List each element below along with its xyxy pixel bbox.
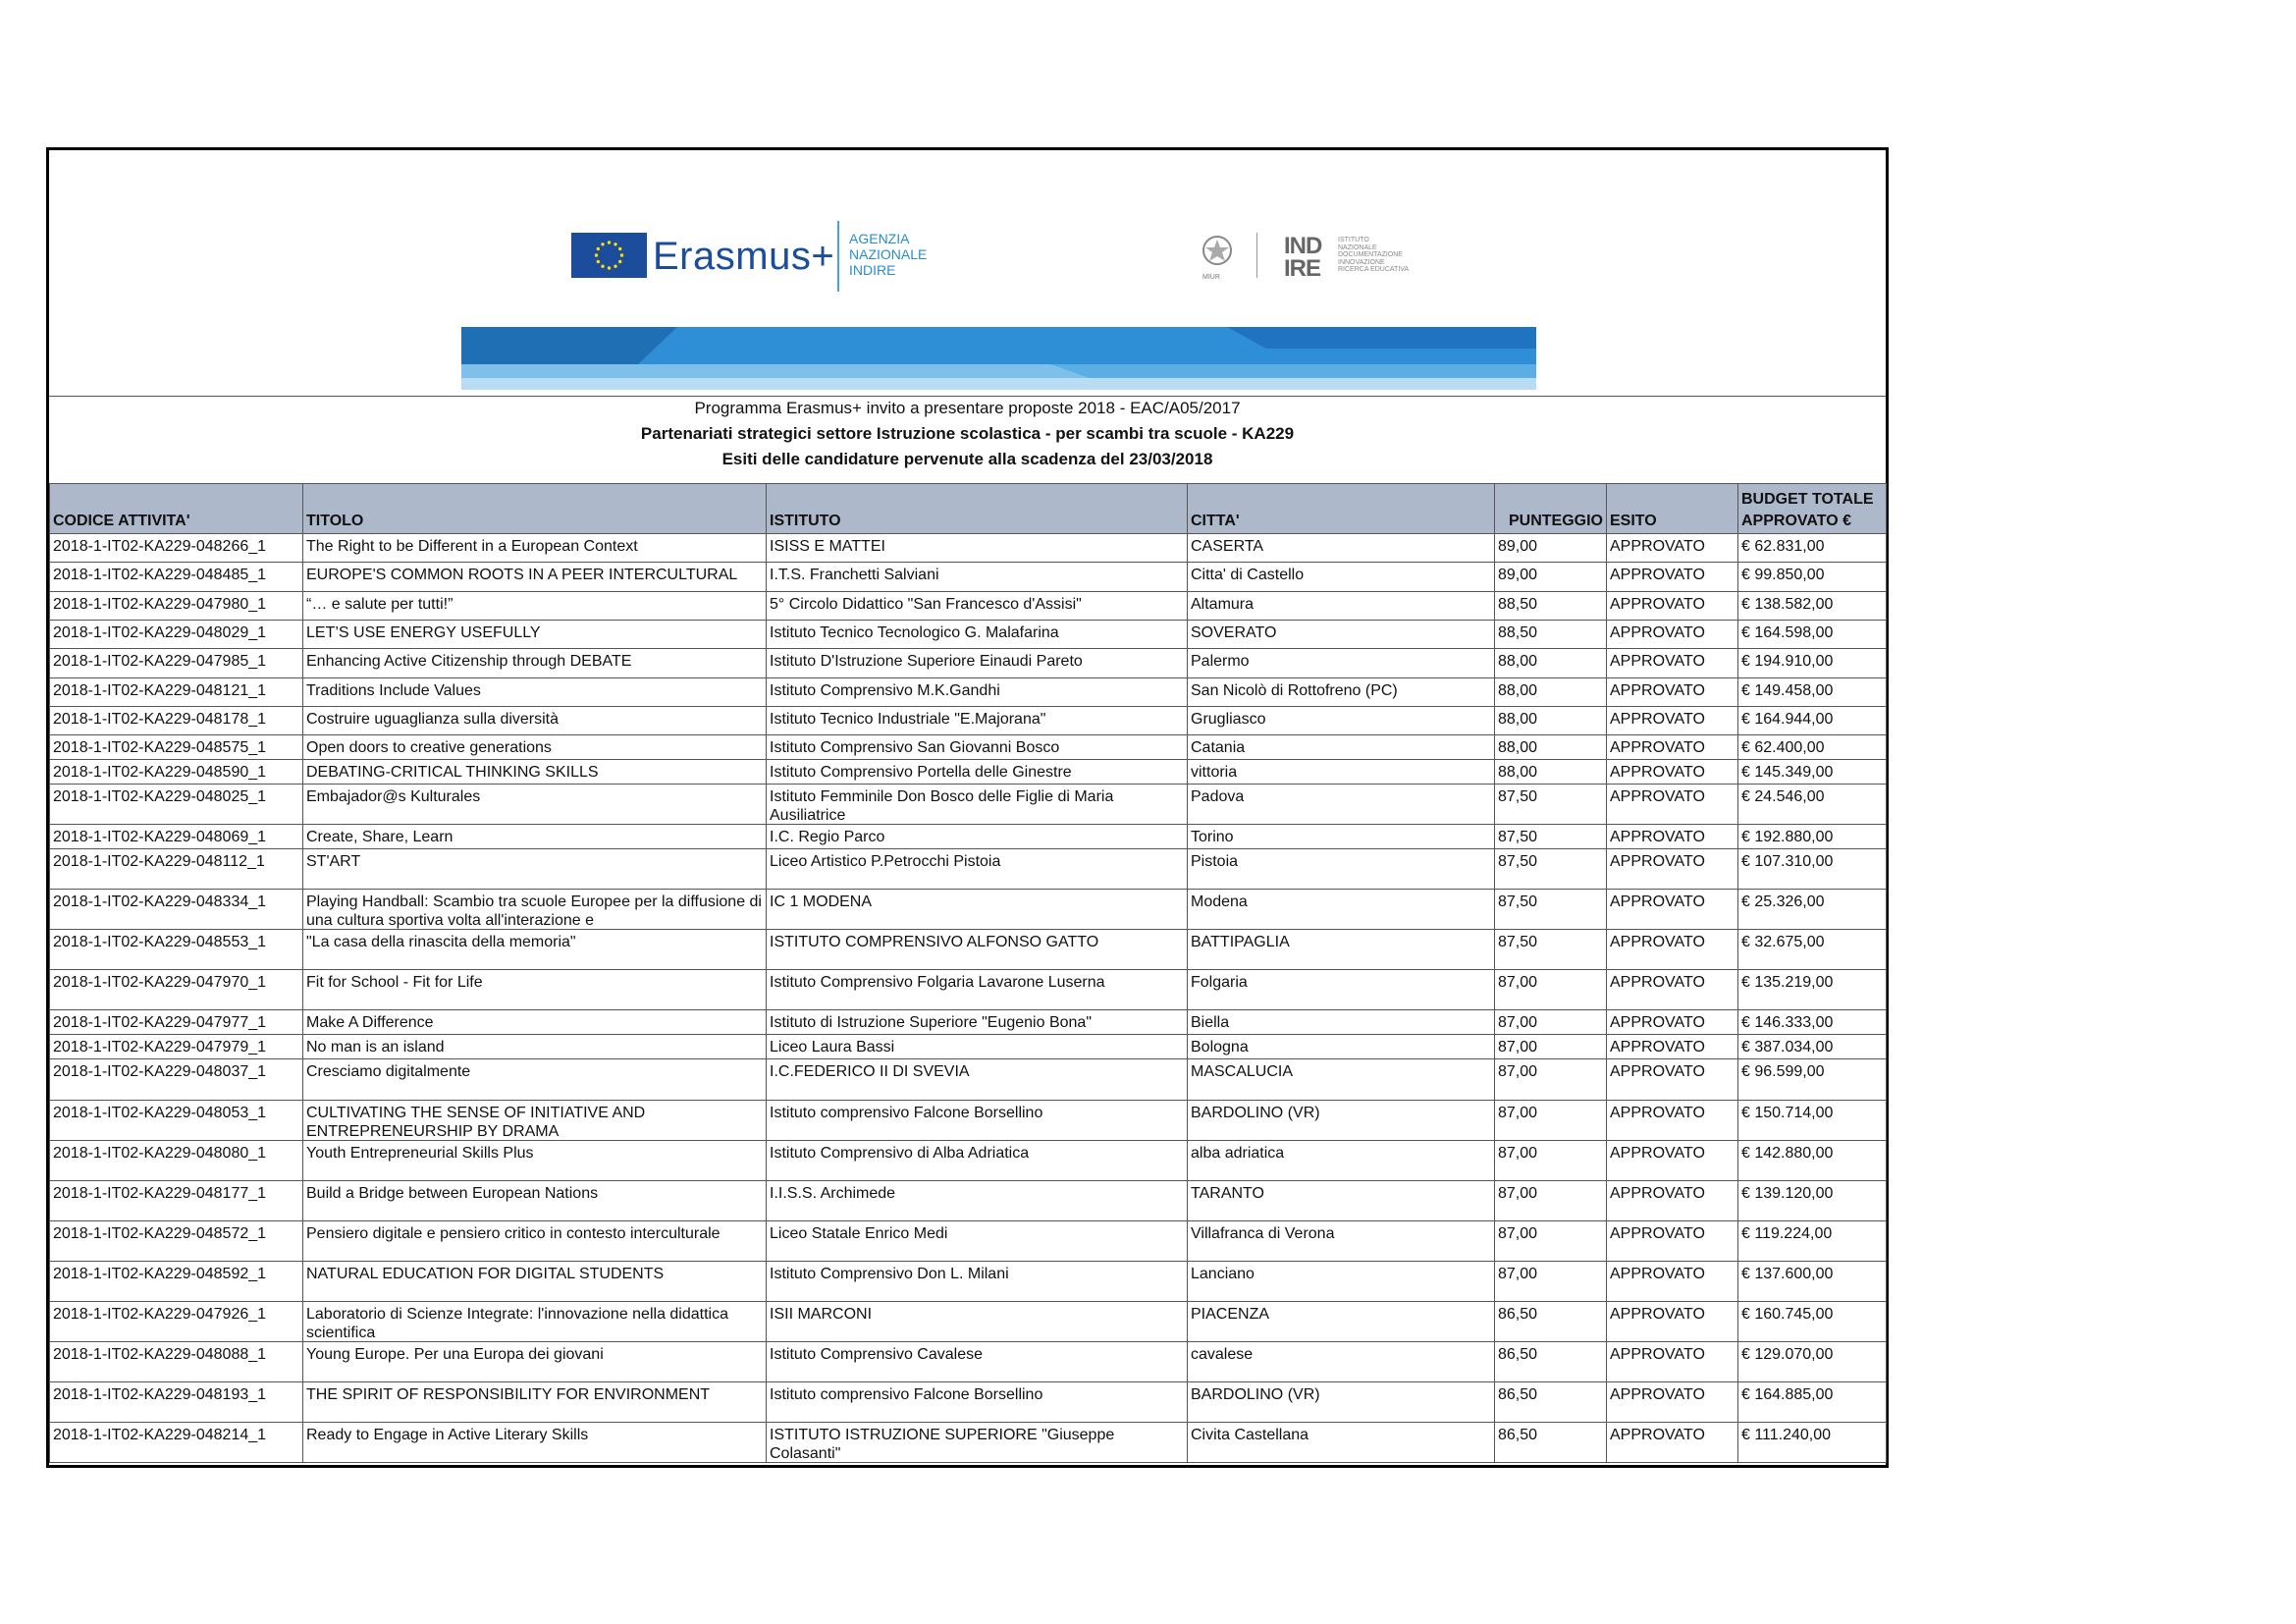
agency-line-2: NAZIONALE xyxy=(849,246,928,262)
title-line-1: Programma Erasmus+ invito a presentare proposte 2018 - EAC/A05/2017 xyxy=(694,399,1241,417)
row-codice: 2018-1-IT02-KA229-047926_1 xyxy=(50,1302,303,1342)
row-esito: APPROVATO xyxy=(1607,1342,1738,1382)
results-sheet xyxy=(46,147,1889,1468)
row-budget: € 111.240,00 xyxy=(1738,1423,1887,1463)
row-punteggio: 86,50 xyxy=(1495,1342,1607,1382)
row-istituto: Istituto D'Istruzione Superiore Einaudi Pareto xyxy=(767,649,1188,678)
row-codice: 2018-1-IT02-KA229-048590_1 xyxy=(50,760,303,785)
table-row xyxy=(50,760,1887,785)
row-punteggio: 88,00 xyxy=(1495,707,1607,735)
indire-sub-line-2: NAZIONALE xyxy=(1338,244,1377,251)
row-esito: APPROVATO xyxy=(1607,890,1738,930)
row-titolo: DEBATING-CRITICAL THINKING SKILLS xyxy=(303,760,767,785)
row-citta: Padova xyxy=(1188,785,1495,825)
row-titolo: Young Europe. Per una Europa dei giovani xyxy=(303,1342,767,1382)
row-punteggio: 87,50 xyxy=(1495,890,1607,930)
row-titolo: Laboratorio di Scienze Integrate: l'innovazione nella didattica scientifica xyxy=(303,1302,767,1342)
header-titolo: TITOLO xyxy=(303,484,767,534)
table-row xyxy=(50,1141,1887,1181)
row-budget: € 146.333,00 xyxy=(1738,1010,1887,1035)
row-titolo: Pensiero digitale e pensiero critico in contesto interculturale xyxy=(303,1221,767,1262)
row-citta: San Nicolò di Rottofreno (PC) xyxy=(1188,678,1495,707)
row-esito: APPROVATO xyxy=(1607,1423,1738,1463)
table-row xyxy=(50,1262,1887,1302)
indire-divider xyxy=(1256,233,1257,278)
row-istituto: Istituto Femminile Don Bosco delle Figlie di Maria Ausiliatrice xyxy=(767,785,1188,825)
agency-line-3: INDIRE xyxy=(849,262,896,278)
row-punteggio: 88,00 xyxy=(1495,649,1607,678)
row-budget: € 25.326,00 xyxy=(1738,890,1887,930)
indire-logo-line-2: IRE xyxy=(1284,255,1321,282)
row-codice: 2018-1-IT02-KA229-048266_1 xyxy=(50,534,303,563)
row-budget: € 164.944,00 xyxy=(1738,707,1887,735)
table-row xyxy=(50,1101,1887,1141)
row-codice: 2018-1-IT02-KA229-048121_1 xyxy=(50,678,303,707)
blue-banner xyxy=(461,327,1536,390)
row-budget: € 137.600,00 xyxy=(1738,1262,1887,1302)
header-codice: CODICE ATTIVITA' xyxy=(50,484,303,534)
table-row xyxy=(50,1181,1887,1221)
row-budget: € 62.831,00 xyxy=(1738,534,1887,563)
row-esito: APPROVATO xyxy=(1607,970,1738,1010)
row-istituto: IC 1 MODENA xyxy=(767,890,1188,930)
row-titolo: Fit for School - Fit for Life xyxy=(303,970,767,1010)
miur-label: MIUR xyxy=(1202,274,1220,281)
row-budget: € 145.349,00 xyxy=(1738,760,1887,785)
indire-subtitle xyxy=(1338,237,1409,274)
row-punteggio: 87,50 xyxy=(1495,785,1607,825)
row-titolo: Open doors to creative generations xyxy=(303,735,767,760)
row-istituto: Liceo Laura Bassi xyxy=(767,1035,1188,1059)
erasmus-logo-text: Erasmus+ xyxy=(653,235,835,278)
table-row xyxy=(50,1035,1887,1059)
row-istituto: Istituto comprensivo Falcone Borsellino xyxy=(767,1101,1188,1141)
agency-divider xyxy=(837,221,839,292)
row-titolo: CULTIVATING THE SENSE OF INITIATIVE AND ENTREPRENEURSHIP BY DRAMA xyxy=(303,1101,767,1141)
row-codice: 2018-1-IT02-KA229-048178_1 xyxy=(50,707,303,735)
row-punteggio: 86,50 xyxy=(1495,1423,1607,1463)
row-citta: Citta' di Castello xyxy=(1188,563,1495,592)
row-titolo: Costruire uguaglianza sulla diversità xyxy=(303,707,767,735)
table-row xyxy=(50,1059,1887,1101)
row-titolo: EUROPE'S COMMON ROOTS IN A PEER INTERCULTURAL xyxy=(303,563,767,592)
row-istituto: ISISS E MATTEI xyxy=(767,534,1188,563)
row-codice: 2018-1-IT02-KA229-047970_1 xyxy=(50,970,303,1010)
header-budget-line-1: BUDGET TOTALE xyxy=(1741,491,1874,508)
row-citta: BARDOLINO (VR) xyxy=(1188,1101,1495,1141)
header-budget xyxy=(1738,484,1887,534)
table-row xyxy=(50,678,1887,707)
row-budget: € 149.458,00 xyxy=(1738,678,1887,707)
indire-sub-line-5: RICERCA EDUCATIVA xyxy=(1338,266,1410,273)
row-citta: Altamura xyxy=(1188,592,1495,621)
table-row xyxy=(50,563,1887,592)
row-budget: € 142.880,00 xyxy=(1738,1141,1887,1181)
table-row xyxy=(50,825,1887,849)
row-codice: 2018-1-IT02-KA229-048572_1 xyxy=(50,1221,303,1262)
indire-sub-line-1: ISTITUTO xyxy=(1338,237,1369,244)
table-row xyxy=(50,621,1887,649)
row-esito: APPROVATO xyxy=(1607,649,1738,678)
row-citta: Villafranca di Verona xyxy=(1188,1221,1495,1262)
row-codice: 2018-1-IT02-KA229-048553_1 xyxy=(50,930,303,970)
row-budget: € 164.885,00 xyxy=(1738,1382,1887,1423)
row-istituto: Istituto Comprensivo Don L. Milani xyxy=(767,1262,1188,1302)
row-punteggio: 88,00 xyxy=(1495,678,1607,707)
row-codice: 2018-1-IT02-KA229-048193_1 xyxy=(50,1382,303,1423)
row-esito: APPROVATO xyxy=(1607,1221,1738,1262)
row-titolo: Traditions Include Values xyxy=(303,678,767,707)
header-budget-line-2: APPROVATO € xyxy=(1741,513,1852,529)
row-punteggio: 87,00 xyxy=(1495,1181,1607,1221)
agency-line-1: AGENZIA xyxy=(849,231,910,246)
row-istituto: Istituto Comprensivo San Giovanni Bosco xyxy=(767,735,1188,760)
row-citta: MASCALUCIA xyxy=(1188,1059,1495,1101)
row-istituto: I.I.S.S. Archimede xyxy=(767,1181,1188,1221)
row-esito: APPROVATO xyxy=(1607,825,1738,849)
header-citta: CITTA' xyxy=(1188,484,1495,534)
row-istituto: Istituto Comprensivo di Alba Adriatica xyxy=(767,1141,1188,1181)
row-codice: 2018-1-IT02-KA229-048029_1 xyxy=(50,621,303,649)
miur-emblem-icon xyxy=(1200,233,1235,278)
row-budget: € 138.582,00 xyxy=(1738,592,1887,621)
row-titolo: Create, Share, Learn xyxy=(303,825,767,849)
table-row xyxy=(50,1342,1887,1382)
row-esito: APPROVATO xyxy=(1607,1141,1738,1181)
row-punteggio: 87,00 xyxy=(1495,1262,1607,1302)
table-row xyxy=(50,785,1887,825)
row-istituto: Istituto comprensivo Falcone Borsellino xyxy=(767,1382,1188,1423)
row-punteggio: 87,00 xyxy=(1495,1141,1607,1181)
row-esito: APPROVATO xyxy=(1607,1101,1738,1141)
row-codice: 2018-1-IT02-KA229-048037_1 xyxy=(50,1059,303,1101)
row-citta: BARDOLINO (VR) xyxy=(1188,1382,1495,1423)
indire-sub-line-4: INNOVAZIONE xyxy=(1338,258,1385,266)
table-row xyxy=(50,1423,1887,1463)
row-istituto: 5° Circolo Didattico "San Francesco d'Assisi" xyxy=(767,592,1188,621)
row-istituto: Istituto Comprensivo Cavalese xyxy=(767,1342,1188,1382)
row-punteggio: 88,50 xyxy=(1495,621,1607,649)
row-citta: Lanciano xyxy=(1188,1262,1495,1302)
row-codice: 2018-1-IT02-KA229-048088_1 xyxy=(50,1342,303,1382)
row-titolo: Ready to Engage in Active Literary Skills xyxy=(303,1423,767,1463)
row-citta: cavalese xyxy=(1188,1342,1495,1382)
row-citta: Folgaria xyxy=(1188,970,1495,1010)
table-header-row xyxy=(50,484,1887,534)
table-row xyxy=(50,930,1887,970)
row-titolo: "La casa della rinascita della memoria" xyxy=(303,930,767,970)
row-punteggio: 88,00 xyxy=(1495,735,1607,760)
row-budget: € 62.400,00 xyxy=(1738,735,1887,760)
row-punteggio: 87,50 xyxy=(1495,930,1607,970)
row-punteggio: 88,50 xyxy=(1495,592,1607,621)
row-punteggio: 86,50 xyxy=(1495,1302,1607,1342)
row-esito: APPROVATO xyxy=(1607,563,1738,592)
row-esito: APPROVATO xyxy=(1607,1382,1738,1423)
table-row xyxy=(50,1382,1887,1423)
row-budget: € 32.675,00 xyxy=(1738,930,1887,970)
row-codice: 2018-1-IT02-KA229-048053_1 xyxy=(50,1101,303,1141)
row-codice: 2018-1-IT02-KA229-048334_1 xyxy=(50,890,303,930)
row-istituto: I.C.FEDERICO II DI SVEVIA xyxy=(767,1059,1188,1101)
row-codice: 2018-1-IT02-KA229-048575_1 xyxy=(50,735,303,760)
row-istituto: Istituto di Istruzione Superiore "Eugenio Bona" xyxy=(767,1010,1188,1035)
row-citta: Biella xyxy=(1188,1010,1495,1035)
row-budget: € 129.070,00 xyxy=(1738,1342,1887,1382)
row-titolo: NATURAL EDUCATION FOR DIGITAL STUDENTS xyxy=(303,1262,767,1302)
row-istituto: Istituto Comprensivo M.K.Gandhi xyxy=(767,678,1188,707)
row-punteggio: 89,00 xyxy=(1495,534,1607,563)
row-punteggio: 87,00 xyxy=(1495,1101,1607,1141)
table-row xyxy=(50,890,1887,930)
row-codice: 2018-1-IT02-KA229-047979_1 xyxy=(50,1035,303,1059)
row-istituto: ISTITUTO COMPRENSIVO ALFONSO GATTO xyxy=(767,930,1188,970)
row-istituto: I.C. Regio Parco xyxy=(767,825,1188,849)
row-citta: alba adriatica xyxy=(1188,1141,1495,1181)
row-citta: Palermo xyxy=(1188,649,1495,678)
row-citta: TARANTO xyxy=(1188,1181,1495,1221)
table-row xyxy=(50,849,1887,890)
row-budget: € 24.546,00 xyxy=(1738,785,1887,825)
table-row xyxy=(50,649,1887,678)
row-punteggio: 87,50 xyxy=(1495,849,1607,890)
row-titolo: Build a Bridge between European Nations xyxy=(303,1181,767,1221)
row-codice: 2018-1-IT02-KA229-048592_1 xyxy=(50,1262,303,1302)
row-punteggio: 87,00 xyxy=(1495,1035,1607,1059)
row-budget: € 194.910,00 xyxy=(1738,649,1887,678)
row-citta: Catania xyxy=(1188,735,1495,760)
table-row xyxy=(50,1221,1887,1262)
row-esito: APPROVATO xyxy=(1607,707,1738,735)
header-esito: ESITO xyxy=(1607,484,1738,534)
row-istituto: Istituto Comprensivo Portella delle Ginestre xyxy=(767,760,1188,785)
row-budget: € 139.120,00 xyxy=(1738,1181,1887,1221)
row-punteggio: 87,00 xyxy=(1495,970,1607,1010)
row-titolo: THE SPIRIT OF RESPONSIBILITY FOR ENVIRONMENT xyxy=(303,1382,767,1423)
row-esito: APPROVATO xyxy=(1607,1010,1738,1035)
row-istituto: Liceo Statale Enrico Medi xyxy=(767,1221,1188,1262)
row-esito: APPROVATO xyxy=(1607,1302,1738,1342)
row-punteggio: 87,00 xyxy=(1495,1010,1607,1035)
row-citta: Civita Castellana xyxy=(1188,1423,1495,1463)
row-citta: SOVERATO xyxy=(1188,621,1495,649)
row-citta: PIACENZA xyxy=(1188,1302,1495,1342)
row-citta: Modena xyxy=(1188,890,1495,930)
row-citta: Bologna xyxy=(1188,1035,1495,1059)
row-budget: € 107.310,00 xyxy=(1738,849,1887,890)
row-codice: 2018-1-IT02-KA229-048214_1 xyxy=(50,1423,303,1463)
row-budget: € 119.224,00 xyxy=(1738,1221,1887,1262)
row-budget: € 192.880,00 xyxy=(1738,825,1887,849)
row-esito: APPROVATO xyxy=(1607,592,1738,621)
row-istituto: ISII MARCONI xyxy=(767,1302,1188,1342)
row-punteggio: 89,00 xyxy=(1495,563,1607,592)
row-esito: APPROVATO xyxy=(1607,785,1738,825)
title-line-2: Partenariati strategici settore Istruzione scolastica - per scambi tra scuole - KA229 xyxy=(640,424,1295,443)
row-budget: € 160.745,00 xyxy=(1738,1302,1887,1342)
row-esito: APPROVATO xyxy=(1607,1035,1738,1059)
row-codice: 2018-1-IT02-KA229-047977_1 xyxy=(50,1010,303,1035)
row-budget: € 387.034,00 xyxy=(1738,1035,1887,1059)
header-istituto: ISTITUTO xyxy=(767,484,1188,534)
row-titolo: No man is an island xyxy=(303,1035,767,1059)
table-row xyxy=(50,707,1887,735)
row-codice: 2018-1-IT02-KA229-048485_1 xyxy=(50,563,303,592)
indire-logo-line-1: IND xyxy=(1284,233,1322,259)
row-istituto: Istituto Tecnico Industriale "E.Majorana" xyxy=(767,707,1188,735)
row-punteggio: 86,50 xyxy=(1495,1382,1607,1423)
row-budget: € 135.219,00 xyxy=(1738,970,1887,1010)
row-codice: 2018-1-IT02-KA229-048025_1 xyxy=(50,785,303,825)
title-line-3: Esiti delle candidature pervenute alla scadenza del 23/03/2018 xyxy=(721,450,1213,468)
table-row xyxy=(50,735,1887,760)
row-esito: APPROVATO xyxy=(1607,760,1738,785)
row-budget: € 96.599,00 xyxy=(1738,1059,1887,1101)
row-titolo: Make A Difference xyxy=(303,1010,767,1035)
row-punteggio: 87,00 xyxy=(1495,1221,1607,1262)
row-codice: 2018-1-IT02-KA229-048112_1 xyxy=(50,849,303,890)
row-citta: CASERTA xyxy=(1188,534,1495,563)
row-citta: vittoria xyxy=(1188,760,1495,785)
row-titolo: ST'ART xyxy=(303,849,767,890)
row-budget: € 150.714,00 xyxy=(1738,1101,1887,1141)
row-esito: APPROVATO xyxy=(1607,1181,1738,1221)
eu-flag-icon xyxy=(571,233,647,278)
row-budget: € 164.598,00 xyxy=(1738,621,1887,649)
row-punteggio: 87,00 xyxy=(1495,1059,1607,1101)
results-table xyxy=(49,483,1887,1463)
row-budget: € 99.850,00 xyxy=(1738,563,1887,592)
row-esito: APPROVATO xyxy=(1607,930,1738,970)
row-codice: 2018-1-IT02-KA229-047985_1 xyxy=(50,649,303,678)
row-citta: Grugliasco xyxy=(1188,707,1495,735)
row-esito: APPROVATO xyxy=(1607,735,1738,760)
row-codice: 2018-1-IT02-KA229-048177_1 xyxy=(50,1181,303,1221)
row-istituto: Istituto Tecnico Tecnologico G. Malafarina xyxy=(767,621,1188,649)
row-titolo: Youth Entrepreneurial Skills Plus xyxy=(303,1141,767,1181)
row-esito: APPROVATO xyxy=(1607,678,1738,707)
table-row xyxy=(50,970,1887,1010)
row-codice: 2018-1-IT02-KA229-048080_1 xyxy=(50,1141,303,1181)
row-istituto: ISTITUTO ISTRUZIONE SUPERIORE "Giuseppe Colasanti" xyxy=(767,1423,1188,1463)
row-esito: APPROVATO xyxy=(1607,1059,1738,1101)
row-codice: 2018-1-IT02-KA229-048069_1 xyxy=(50,825,303,849)
row-punteggio: 88,00 xyxy=(1495,760,1607,785)
agency-logo-text xyxy=(849,231,927,278)
header-punteggio: PUNTEGGIO xyxy=(1495,484,1607,534)
row-titolo: Playing Handball: Scambio tra scuole Europee per la diffusione di una cultura sportiva volta all'interazione e xyxy=(303,890,767,930)
row-esito: APPROVATO xyxy=(1607,1262,1738,1302)
row-istituto: I.T.S. Franchetti Salviani xyxy=(767,563,1188,592)
row-titolo: Embajador@s Kulturales xyxy=(303,785,767,825)
row-titolo: LET’S USE ENERGY USEFULLY xyxy=(303,621,767,649)
row-titolo: Enhancing Active Citizenship through DEBATE xyxy=(303,649,767,678)
table-row xyxy=(50,1302,1887,1342)
row-citta: Pistoia xyxy=(1188,849,1495,890)
logo-header xyxy=(49,150,1886,397)
table-row xyxy=(50,592,1887,621)
indire-logo xyxy=(1284,235,1321,280)
row-titolo: The Right to be Different in a European Context xyxy=(303,534,767,563)
row-titolo: “… e salute per tutti!” xyxy=(303,592,767,621)
row-istituto: Istituto Comprensivo Folgaria Lavarone Luserna xyxy=(767,970,1188,1010)
indire-sub-line-3: DOCUMENTAZIONE xyxy=(1338,251,1403,258)
row-citta: BATTIPAGLIA xyxy=(1188,930,1495,970)
row-esito: APPROVATO xyxy=(1607,534,1738,563)
row-codice: 2018-1-IT02-KA229-047980_1 xyxy=(50,592,303,621)
row-esito: APPROVATO xyxy=(1607,621,1738,649)
table-row xyxy=(50,1010,1887,1035)
row-punteggio: 87,50 xyxy=(1495,825,1607,849)
table-row xyxy=(50,534,1887,563)
row-istituto: Liceo Artistico P.Petrocchi Pistoia xyxy=(767,849,1188,890)
row-esito: APPROVATO xyxy=(1607,849,1738,890)
row-citta: Torino xyxy=(1188,825,1495,849)
row-titolo: Cresciamo digitalmente xyxy=(303,1059,767,1101)
